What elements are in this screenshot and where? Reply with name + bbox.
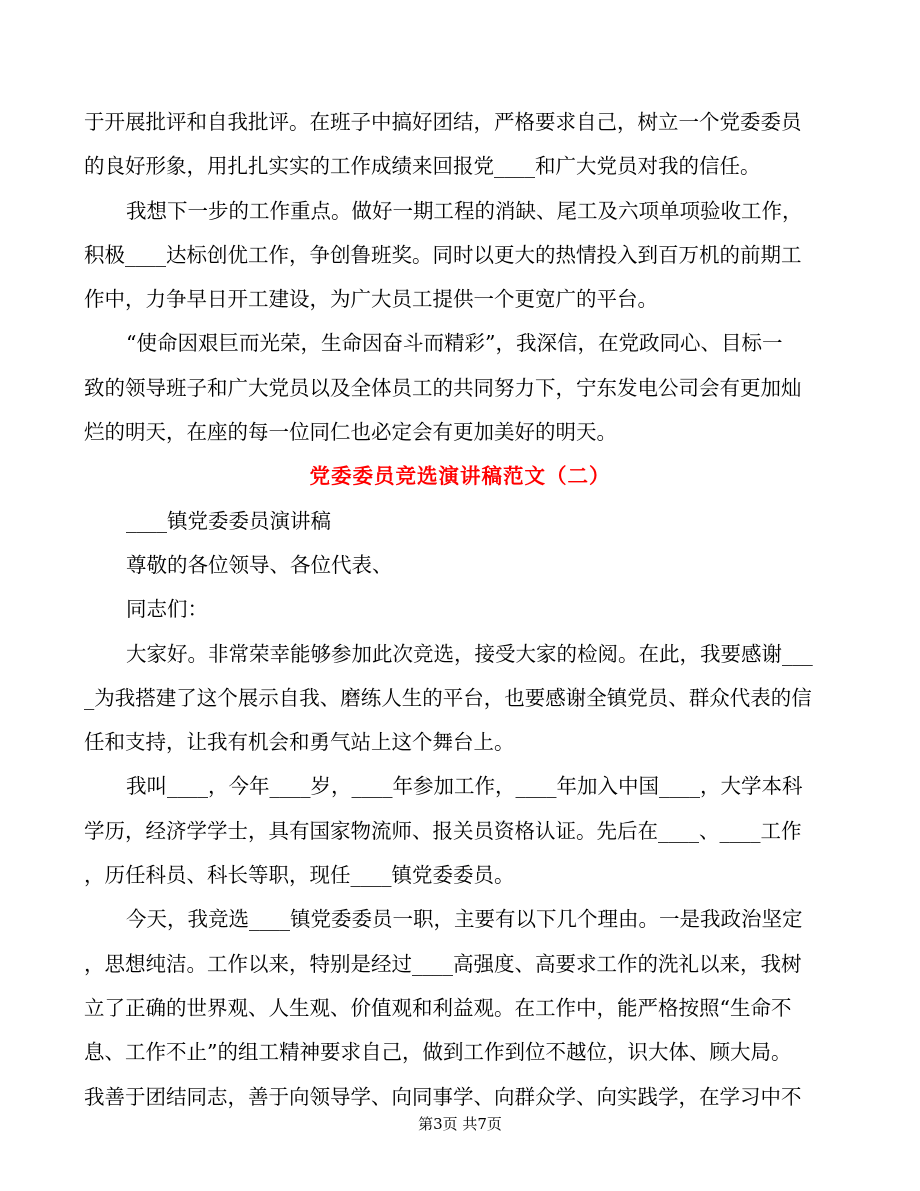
speech-heading: ____镇党委委员演讲稿 <box>126 508 331 533</box>
paragraph-line: 我叫____，今年____岁，____年参加工作，____年加入中国____，大学本科 <box>126 774 803 799</box>
paragraph-line: 作中，力争早日开工建设，为广大员工提供一个更宽广的平台。 <box>84 287 658 312</box>
paragraph-line: 积极____达标创优工作，争创鲁班奖。同时以更大的热情投入到百万机的前期工 <box>84 242 802 267</box>
paragraph-line: 今天，我竞选____镇党委委员一职，主要有以下几个理由。一是我政治坚定 <box>126 907 803 932</box>
paragraph-line: 学历，经济学学士，具有国家物流师、报关员资格认证。先后在____、____工作 <box>84 818 802 843</box>
paragraph-line: 烂的明天，在座的每一位同仁也必定会有更加美好的明天。 <box>84 420 617 445</box>
paragraph-line: _为我搭建了这个展示自我、磨练人生的平台，也要感谢全镇党员、群众代表的信 <box>84 685 812 710</box>
salutation-line: 同志们： <box>126 597 208 622</box>
paragraph-line: 任和支持，让我有机会和勇气站上这个舞台上。 <box>84 730 515 755</box>
section-title: 党委委员竞选演讲稿范文（二） <box>309 464 611 489</box>
paragraph-line: 大家好。非常荣幸能够参加此次竞选，接受大家的检阅。在此，我要感谢___ <box>126 641 813 666</box>
paragraph-line: 我想下一步的工作重点。做好一期工程的消缺、尾工及六项单项验收工作， <box>126 198 803 223</box>
paragraph-line: 致的领导班子和广大党员以及全体员工的共同努力下，宁东发电公司会有更加灿 <box>84 375 802 400</box>
paragraph-line: 息、工作不止”的组工精神要求自己，做到工作到位不越位，识大体、顾大局。 <box>84 1040 792 1065</box>
paragraph-line: 我善于团结同志，善于向领导学、向同事学、向群众学、向实践学，在学习中不 <box>84 1084 802 1109</box>
document-body <box>84 100 836 1119</box>
paragraph-line: “使命因艰巨而光荣，生命因奋斗而精彩”，我深信，在党政同心、目标一 <box>126 331 783 356</box>
paragraph-line: ，思想纯洁。工作以来，特别是经过____高强度、高要求工作的洗礼以来，我树 <box>84 951 802 976</box>
paragraph-line: 的良好形象，用扎扎实实的工作成绩来回报党____和广大党员对我的信任。 <box>84 154 761 179</box>
paragraph-line: 于开展批评和自我批评。在班子中搞好团结，严格要求自己，树立一个党委委员 <box>84 110 802 134</box>
page-number-footer: 第3页 共7页 <box>418 1115 502 1133</box>
paragraph-line: 立了正确的世界观、人生观、价值观和利益观。在工作中，能严格按照“生命不 <box>84 995 792 1020</box>
paragraph-line: ，历任科员、科长等职，现任____镇党委委员。 <box>84 863 515 888</box>
salutation-line: 尊敬的各位领导、各位代表、 <box>126 552 393 577</box>
